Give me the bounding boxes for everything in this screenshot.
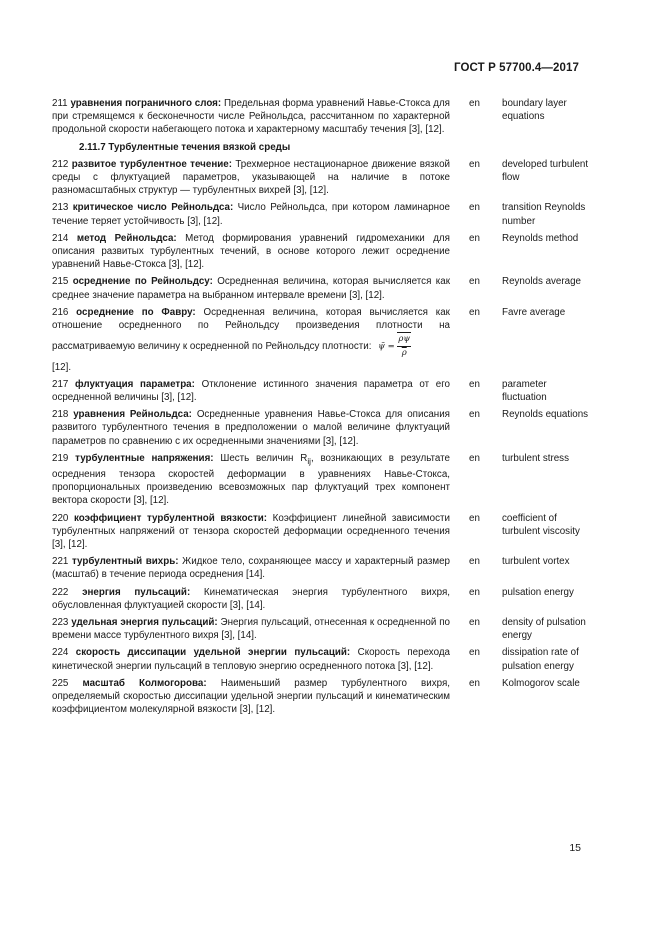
- entry-number: 222: [52, 586, 69, 598]
- entry-term: уравнения пограничного слоя:: [70, 98, 222, 109]
- entry-term: осреднение по Фавру:: [76, 306, 196, 318]
- entry-body: [52, 616, 450, 642]
- entry-223: [52, 616, 592, 642]
- entry-definition: Осредненные уравнения Навье-Стокса для описания развитого турбулентного течения в предположении о малой величине флуктуаций параметров по сравнению с их осредненными значениями [3], [12].: [52, 409, 450, 447]
- entry-lang: en: [469, 378, 480, 390]
- entry-number: 220: [52, 512, 69, 524]
- entry-lang: en: [469, 202, 480, 214]
- entry-term: критическое число Рейнольдса:: [72, 202, 234, 214]
- entry-number: 215: [52, 276, 69, 288]
- entry-body: [52, 586, 450, 612]
- entry-definition: Кинематическая энергия турбулентного вихря, обусловленная флуктуацией скорости [3], [14].: [52, 586, 450, 611]
- entry-term: флуктуация параметра:: [75, 378, 195, 390]
- entry-211: [52, 97, 592, 137]
- formula-fraction: [397, 332, 411, 360]
- entry-term: турбулентный вихрь:: [71, 556, 179, 568]
- entry-body: [52, 97, 450, 137]
- entry-term: масштаб Колмогорова:: [82, 677, 207, 689]
- page-number: 15: [569, 842, 581, 854]
- entry-218: [52, 408, 592, 448]
- entry-en-term: density of pulsation energy: [502, 617, 586, 642]
- entry-en-term: coefficient of turbulent viscosity: [502, 512, 580, 537]
- entry-term: коэффициент турбулентной вязкости:: [73, 512, 268, 524]
- entry-body: [52, 275, 450, 301]
- entry-221: [52, 555, 592, 581]
- entry-term: турбулентные напряжения:: [75, 452, 214, 464]
- entry-term: удельная энергия пульсаций:: [71, 617, 218, 629]
- entry-number: 211: [52, 98, 68, 109]
- entry-definition: Наименьший размер турбулентного вихря, определяемый скоростью диссипации удельной энергии пульсаций и кинематическим коэффициентом молекулярной вязкости [3], [12].: [52, 677, 450, 716]
- entry-en-term: Kolmogorov scale: [502, 677, 580, 689]
- entry-definition-tail: [12].: [52, 361, 72, 373]
- entry-216: [52, 306, 592, 374]
- entry-term: энергия пульсаций:: [82, 586, 191, 598]
- entry-definition: Осредненная величина, которая вычисляется как среднее значение параметра на выбранном интервале времени [3], [12].: [52, 276, 450, 301]
- entry-212: [52, 158, 592, 198]
- entry-number: 219: [52, 452, 69, 464]
- entry-term: метод Рейнольдса:: [76, 232, 177, 244]
- entry-220: [52, 512, 592, 552]
- favre-formula: [378, 332, 411, 360]
- entry-213: [52, 201, 592, 227]
- entry-body: [52, 452, 450, 508]
- entry-219: [52, 452, 592, 508]
- entry-en-term: turbulent vortex: [502, 556, 570, 568]
- entry-definition: Трехмерное нестационарное движение вязкой среды с флуктуацией параметров, указывающей на наличие в потоке разномасштабных структур — турбулентных вихрей [3], [12].: [52, 158, 450, 197]
- entry-number: 225: [52, 677, 69, 689]
- document-id: ГОСТ Р 57700.4—2017: [454, 62, 579, 74]
- glossary: [52, 97, 592, 720]
- entry-body: [52, 232, 450, 272]
- section-title: 2.11.7 Турбулентные течения вязкой среды: [79, 141, 291, 153]
- entry-lang: en: [469, 232, 480, 244]
- entry-definition: Энергия пульсаций, отнесенная к осредненной по времени массе турбулентного вихря [3], [14].: [52, 617, 450, 642]
- entry-body: [52, 306, 450, 374]
- entry-body: [52, 378, 450, 404]
- entry-body: [52, 158, 450, 198]
- entry-number: 213: [52, 202, 69, 214]
- entry-term: развитое турбулентное течение:: [71, 158, 232, 170]
- entry-en-term: Reynolds method: [502, 232, 579, 244]
- entry-subscript: ij: [307, 456, 311, 466]
- entry-number: 224: [52, 647, 69, 659]
- entry-en-term: Reynolds average: [502, 276, 581, 288]
- entry-definition: Жидкое тело, сохраняющее массу и характерный размер (масштаб) в течение периода осреднения [14].: [52, 556, 450, 581]
- formula-lhs: ψ̃ =: [378, 341, 395, 352]
- entry-number: 216: [52, 306, 69, 318]
- entry-lang: en: [469, 617, 480, 629]
- entry-definition: Число Рейнольдса, при котором ламинарное течение теряет устойчивость [3], [12].: [52, 202, 450, 227]
- formula-numerator: ρψ: [397, 332, 411, 347]
- entry-lang: en: [469, 586, 480, 598]
- entry-number: 212: [52, 158, 69, 170]
- entry-lang: en: [469, 409, 480, 421]
- entry-lang: en: [469, 677, 480, 689]
- entry-body: [52, 408, 450, 448]
- entry-lang: en: [469, 158, 480, 170]
- entry-215: [52, 275, 592, 301]
- entry-en-term: turbulent stress: [502, 452, 569, 464]
- entry-definition: Шесть величин R: [220, 452, 308, 464]
- entry-lang: en: [469, 276, 480, 288]
- entry-body: [52, 512, 450, 552]
- entry-225: [52, 677, 592, 717]
- entry-body: [52, 646, 450, 672]
- entry-lang: en: [469, 647, 480, 659]
- entry-definition: Скорость перехода кинетической энергии пульсаций в тепловую энергию осредненного потока [3], [12].: [52, 647, 450, 672]
- entry-definition: Отклонение истинного значения параметра от его осредненной величины [3], [12].: [52, 378, 450, 404]
- entry-number: 218: [52, 409, 69, 421]
- entry-definition-rest: , возникающих в результате осреднения тензора скоростей деформации в уравнениях Навье-Стокса, пропорциональных произведению всевозможных пар флуктуаций трех компонент вектора скорости [3], [12].: [52, 452, 450, 507]
- entry-number: 214: [52, 232, 69, 244]
- entry-definition: Осредненная величина, которая вычисляется как отношение осредненного по Рейнольдсу произведения плотности на рассматриваемую величину к осредненной по Рейнольдсу плотности:: [52, 306, 450, 353]
- entry-term: уравнения Рейнольдса:: [73, 409, 192, 421]
- entry-term: скорость диссипации удельной энергии пульсаций:: [75, 647, 351, 659]
- entry-lang: en: [469, 452, 480, 464]
- entry-lang: en: [469, 306, 480, 318]
- entry-definition: Коэффициент линейной зависимости турбулентных напряжений от тензора скоростей деформации осредненного течения [3], [12].: [52, 512, 450, 551]
- entry-222: [52, 586, 592, 612]
- entry-en-term: developed turbulent flow: [502, 158, 589, 184]
- formula-denominator: ρ: [401, 348, 407, 359]
- entry-number: 221: [52, 556, 69, 568]
- entry-number: 223: [52, 617, 69, 629]
- entry-en-term: boundary layer equations: [502, 98, 567, 123]
- entry-body: [52, 555, 450, 581]
- entry-lang: en: [469, 556, 480, 568]
- entry-number: 217: [52, 378, 69, 390]
- entry-en-term: parameter fluctuation: [502, 378, 547, 404]
- entry-en-term: transition Reynolds number: [502, 202, 586, 227]
- entry-lang: en: [469, 512, 480, 524]
- entry-en-term: Favre average: [502, 306, 566, 318]
- entry-224: [52, 646, 592, 672]
- entry-214: [52, 232, 592, 272]
- entry-en-term: dissipation rate of pulsation energy: [502, 647, 579, 672]
- entry-definition: Предельная форма уравнений Навье-Стокса для при стремящемся к бесконечности числе Рейнольдса, рассчитанном по характерной продольной скорости набегающего потока и характерному масштабу течения [3], [12].: [52, 98, 450, 136]
- entry-217: [52, 378, 592, 404]
- entry-body: [52, 677, 450, 717]
- entry-en-term: Reynolds equations: [502, 409, 589, 421]
- entry-term: осреднение по Рейнольдсу:: [72, 276, 213, 288]
- entry-body: [52, 201, 450, 227]
- entry-en-term: pulsation energy: [502, 586, 574, 598]
- entry-lang: en: [469, 98, 480, 109]
- entry-definition: Метод формирования уравнений гидромеханики для описания развитых турбулентных течений, в основе которого лежит осреднение уравнений Навье-Стокса [3], [12].: [52, 232, 450, 271]
